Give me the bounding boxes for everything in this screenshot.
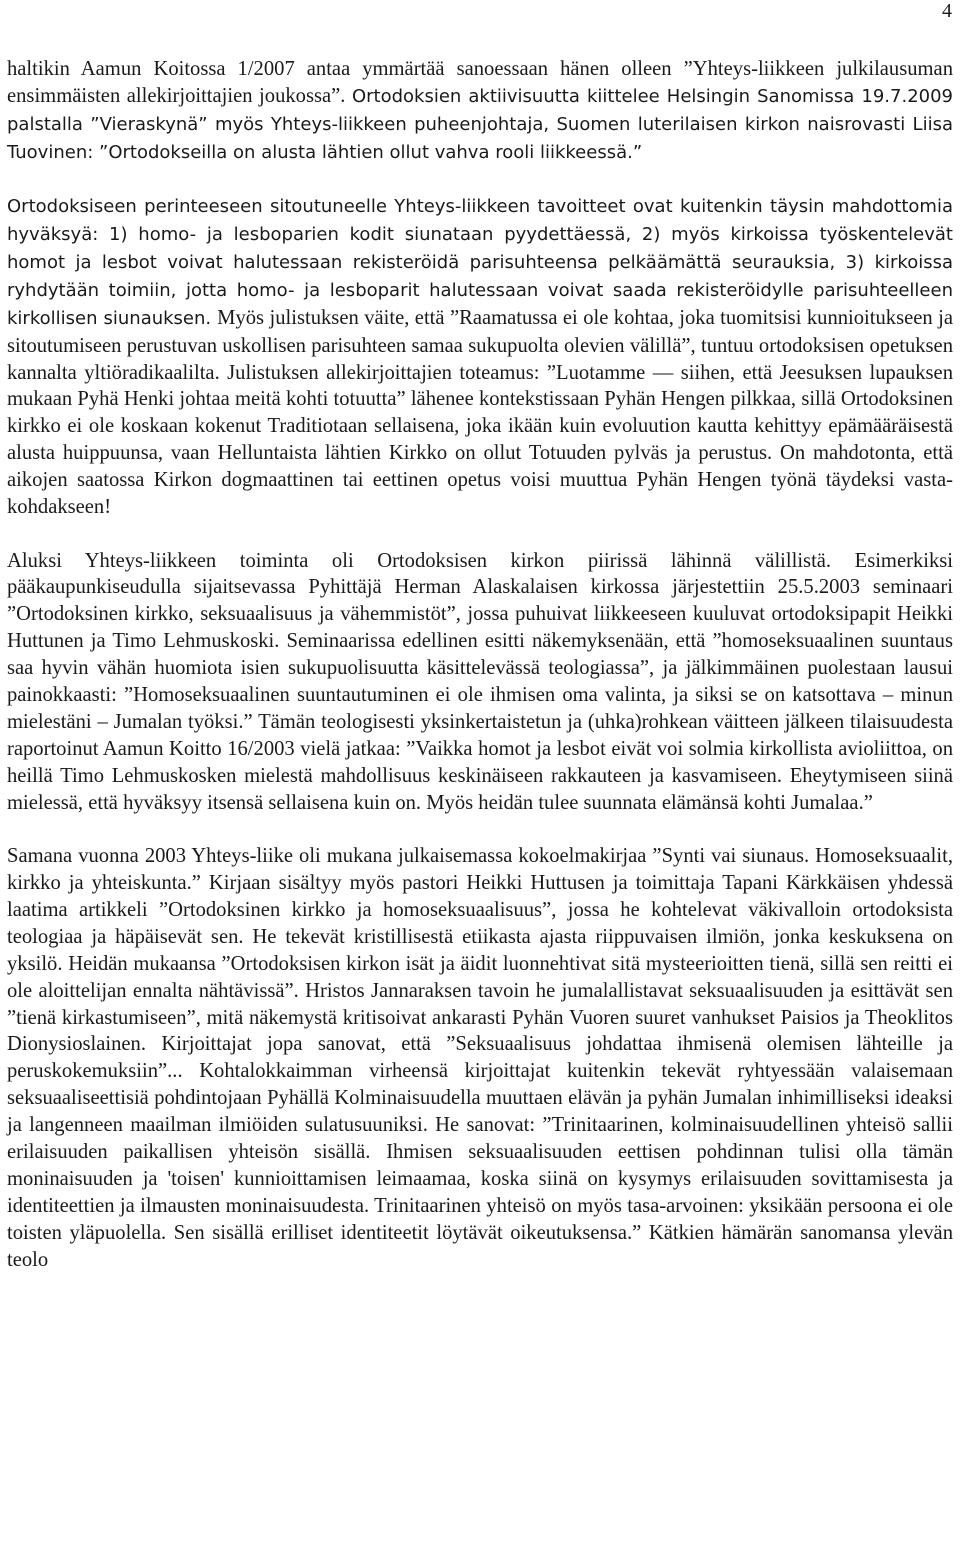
paragraph-1-run-1: haltikin Aamun Koitossa 1/2007 antaa ymmärtää sanoessaan hänen olleen ”Yhteys-liikkeen julkilausuman ensimmäisten allekirjoittajien joukossa”. xyxy=(7,58,953,107)
page-number: 4 xyxy=(942,0,952,22)
paragraph-2-run-1: Ortodoksiseen perinteeseen sitoutuneelle Yhteys-liikkeen tavoitteet ovat kuitenkin täysin mahdottomia hyväksyä: 1) homo- ja lesboparien kodit siunataan pyydettäessä, 2) myös kirkoissa työskentelevät homot ja lesbot voivat halutessaan rekisteröidä parisuhteensa pelkäämättä seurauksia, 3) kirkoissa ryhdytään toimiin, jotta homo- ja lesboparit halutessaan voivat saada rekisteröidylle parisuhteelleen kirkollisen siunauksen. xyxy=(7,196,953,329)
paragraph-4-run-1: Samana vuonna 2003 Yhteys-liike oli mukana julkaisemassa kokoelmakirjaa ”Synti vai siunaus. Homoseksuaalit, kirkko ja yhteiskunta.” Kirjaan sisältyy myös pastori Heikki Huttusen ja toimittaja Tapani Kärkkäisen yhdessä laatima artikkeli ”Ortodoksinen kirkko ja homoseksuaalisuus”, jossa he kohtelevat väkivalloin ortodoksista teologiaa ja häpäisevät sen. He tekevät kristillisestä etiikasta ajasta riippuvaisen ilmiön, jonka keskuksena on yksilö. Heidän mukaansa ”Ortodoksisen kirkon isät ja äidit luonnehtivat sitä mysteerioitten tienä, sillä sen reitti ei ole aloittelijan ennalta nähtävissä”. Hristos Jannaraksen tavoin he jumalallistavat seksuaalisuuden ja esittävät sen ”tienä kirkastumiseen”, mitä näkemystä kritisoivat ankarasti Pyhän Vuoren suuret vanhukset Paisios ja Theoklitos Dionysioslainen. Kirjoittajat jopa sanovat, että ”Seksuaalisuus johdattaa ihmisenä olemisen lähteille ja peruskokemuksiin”... Kohtalokkaimman virheensä kirjoittajat kuitenkin tekevät ryhtyessään valaisemaan seksuaaliseettisiä pohdintojaan Pyhällä Kolminaisuudella muuttaen elävän ja pyhän Jumalan inhimilliseksi ideaksi ja langenneen maailman ilmiöiden sulatusuuniksi. He sanovat: ”Trinitaarinen, kolminaisuudellinen yhteisö sallii erilaisuuden paikallisen yhteisön sisällä. Ihmisen seksuaalisuuden eettisen pohdinnan tulisi olla tämän moninaisuuden ja 'toisen' kunnioittamisen leimaamaa, koska siinä on kysymys erilaisuuden sovittamisesta ja identiteettien ja ilmausten moninaisuudesta. Trinitaarinen yhteisö on myös tasa-arvoinen: yksikään persoona ei ole toisten yläpuolella. Sen sisällä erilliset identiteetit löytävät oikeutuksensa.” Kätkien hämärän sanomansa ylevän teolo xyxy=(7,845,953,1271)
paragraph-4 xyxy=(7,843,953,1274)
document-body xyxy=(7,56,953,1274)
paragraph-3 xyxy=(7,548,953,817)
paragraph-2 xyxy=(7,193,953,521)
paragraph-1-run-2: Ortodoksien aktiivisuutta kiittelee Helsingin Sanomissa 19.7.2009 palstalla ”Vieraskynä” myös Yhteys-liikkeen puheenjohtaja, Suomen luterilaisen kirkon naisrovasti Liisa Tuovinen: ”Ortodokseilla on alusta lähtien ollut vahva rooli liikkeessä.” xyxy=(7,85,953,163)
paragraph-1 xyxy=(7,56,953,167)
paragraph-3-run-1: Aluksi Yhteys-liikkeen toiminta oli Ortodoksisen kirkon piirissä lähinnä välillistä. Esimerkiksi pääkaupunkiseudulla sijaitsevassa Pyhittäjä Herman Alaskalaisen kirkossa järjestettiin 25.5.2003 seminaari ”Ortodoksinen kirkko, seksuaalisuus ja vähemmistöt”, jossa puhuivat liikkeeseen kuuluvat ortodoksipapit Heikki Huttunen ja Timo Lehmuskoski. Seminaarissa edellinen esitti näkemyksenään, että ”homoseksuaalinen suuntaus saa hyvin vähän huomiota isien sukupuolisuutta käsittelevässä teologiassa”, ja jälkimmäinen puolestaan lausui painokkaasti: ”Homoseksuaalinen suuntautuminen ei ole ihmisen oma valinta, ja siksi se on katsottava – minun mielestäni – Jumalan työksi.” Tämän teologisesti yksinkertaistetun ja (uhka)rohkean väitteen jälkeen tilaisuudesta raportoinut Aamun Koitto 16/2003 vielä jatkaa: ”Vaikka homot ja lesbot eivät voi solmia kirkollista avioliittoa, on heillä Timo Lehmuskosken mielestä mahdollisuus keskinäiseen rakkauteen ja kasvamiseen. Eheytymiseen siinä mielessä, että hyväksyy itsensä sellaisena kuin on. Myös heidän tulee suunnata elämänsä kohti Jumalaa.” xyxy=(7,549,953,814)
paragraph-2-run-2: Myös julistuksen väite, että ”Raamatussa ei ole kohtaa, joka tuomitsisi kunnioitukseen ja sitoutumiseen perustuvan uskollisen parisuhteen samaa sukupuolta olevien välillä”, tuntuu ortodoksisen opetuksen kannalta yltiöradikaalilta. Julistuksen allekirjoittajien toteamus: ”Luotamme — siihen, että Jeesuksen lupauksen mukaan Pyhä Henki johtaa meitä kohti totuutta” lähenee kontekstissaan Pyhän Hengen pilkkaa, sillä Ortodoksinen kirkko ei ole koskaan kokenut Traditiotaan sellaisena, joka ikään kuin evoluution kautta kehittyy epämääräisestä alusta huippuunsa, vaan Helluntaista lähtien Kirkko on ollut Totuuden pylväs ja perustus. On mahdotonta, että aikojen saatossa Kirkon dogmaattinen tai eettinen opetus voisi muuttua Pyhän Hengen työnä täydeksi vastakohdakseen! xyxy=(7,306,953,519)
